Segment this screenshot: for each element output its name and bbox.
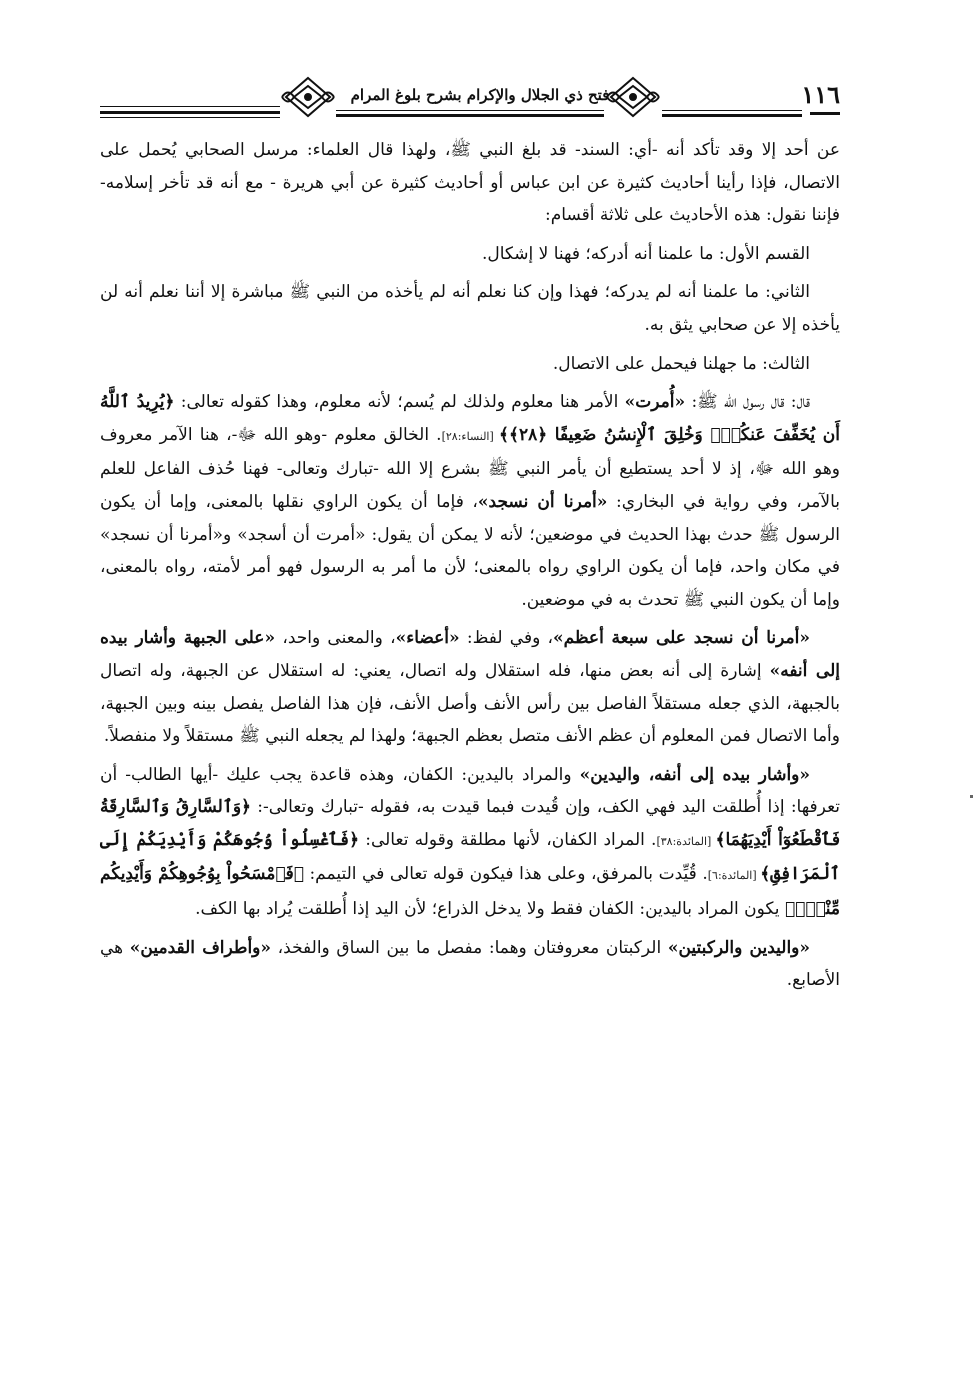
hadith-quote: «على الجبهة وأشار بيده إلى أنفه» — [100, 628, 840, 681]
hadith-quote: «وأشار بيده إلى أنفه، واليدين» — [579, 764, 810, 785]
body-text: الثالث: ما جهلنا فيحمل على الاتصال. — [552, 353, 810, 374]
book-title: فتح ذي الجلال والإكرام بشرح بلوغ المرام — [350, 86, 610, 104]
quran-verse: ﴿فَٱمْسَحُواْ بِوُجُوهِكُمْ وَأَيْدِيكُم مِّنْهُۚ﴾ — [100, 864, 840, 920]
paragraph-p5 — [100, 386, 840, 616]
ornament-right-icon — [605, 74, 661, 120]
body-text: الثاني: ما علمنا أنه لم يدركه؛ فهذا وإن كنا نعلم أنه لم يأخذه من النبي ﷺ مباشرة إلا أننا نعلم أنه لن يأخذه إلا عن صحابي يثق به. — [100, 282, 840, 335]
header-rule-right — [810, 112, 840, 115]
header-rule-right-bottom — [662, 114, 802, 117]
body-text: قال: قال رسول الله ﷺ: — [685, 392, 811, 413]
margin-dot — [970, 795, 973, 798]
paragraph-p6 — [100, 622, 840, 752]
paragraph-p4 — [100, 348, 840, 381]
header-rule-right-top — [662, 110, 802, 111]
hadith-quote: «أمرنا أن نسجد» — [477, 491, 608, 512]
hadith-quote: «أُمرت» — [624, 392, 686, 413]
ornament-left-icon — [280, 74, 336, 120]
hadith-quote: «أعضاء» — [395, 628, 460, 649]
book-page — [100, 60, 840, 1360]
quran-verse: ﴿يُرِيدُ ٱللَّهُ أَن يُخَفِّفَ عَنكُمْۚ وَخُلِقَ ٱلْإِنسَٰنُ ضَعِيفًا ﴿٢٨﴾﴾ — [100, 392, 840, 445]
running-header — [100, 72, 840, 132]
paragraph-p8 — [100, 932, 840, 997]
quran-verse: ﴿وَٱلسَّارِقُ وَٱلسَّارِقَةُ فَٱقْطَعُوٓاْ أَيْدِيَهُمَا﴾ — [100, 797, 840, 850]
verse-reference: [المائدة:٦] — [707, 869, 761, 883]
paragraph-p7 — [100, 759, 840, 926]
verse-reference: [النساء:٢٨] — [441, 429, 500, 443]
body-text: . قُيِّدت بالمرفق، وعلى هذا فيكون قوله تعالى في التيمم: — [303, 864, 708, 885]
quran-verse: ﴿فَٱغْسِلُواْ وُجُوهَكُمْ وَأَيْدِيَكُمْ إِلَى ٱلْمَرَافِقِ﴾ — [100, 829, 840, 885]
body-text: ، والمعنى واحد، — [275, 628, 396, 649]
body-text: ، وفي لفظ: — [459, 628, 554, 649]
body-text: عن أحد إلا وقد تأكد أنه -أي: السند- قد بلغ النبي ﷺ، ولهذا قال العلماء: مرسل الصحابي يُحمل على الاتصال، فإذا رأينا أحاديث كثيرة عن ابن عباس أو أحاديث كثيرة عن أبي هريرة - مع أنه قد تأخر إسلامه- فإننا نقول: هذه الأحاديث على ثلاثة أقسام: — [100, 140, 841, 226]
body-text: . المراد الكفان، لأنها مطلقة وقوله تعالى: — [359, 829, 657, 850]
header-rule-middle-top — [336, 110, 604, 111]
paragraph-p2 — [100, 238, 840, 271]
header-rule-left-bottom — [100, 117, 280, 118]
hadith-quote: «وأطراف القدمين» — [129, 937, 272, 958]
body-text: ، فإما أن يكون الراوي نقلها بالمعنى، وإما أن يكون الرسول ﷺ حدث بهذا الحديث في موضعين؛ لأنه لا يمكن أن يقول: «أمرت أن أسجد» و«أمرنا أن نسجد» في مكان واحد، فإما أن يكون الراوي رواه بالمعنى؛ لأن ما أمر به الرسول فهو أمر لأمته، رواه بالمعنى، وإما أن يكون النبي ﷺ تحدث به في موضعين. — [100, 491, 840, 610]
body-text: إشارة إلى أنه بعض منها، فله استقلال وله اتصال، يعني: له استقلال عن الجبهة، وله اتصال بالجبهة، الذي جعله مستقلاً الفاصل بين رأس الأنف وأصل الأنف، فإن هذا الفاصل يفصل بينه وبين الجبهة، وأما الاتصال فمن المعلوم أن عظم الأنف متصل بعظم الجبهة؛ ولهذا لم يجعله النبي ﷺ مستقلاً ولا منفصلاً. — [100, 660, 840, 747]
body-text: هي الأصابع. — [100, 937, 840, 991]
header-rule-left — [100, 111, 280, 114]
hadith-quote: «واليدين والركبتين» — [667, 937, 810, 958]
header-rule-left-top — [100, 106, 280, 107]
body-text: والمراد باليدين: الكفان، وهذه قاعدة يجب عليك -أيها الطالب- أن تعرفها: إذا أُطلقت اليد فهي الكف، وإن قُيدت فبما قيدت به، فقوله -تبارك وتعالى-: — [100, 764, 840, 818]
hadith-quote: «أمرنا أن نسجد على سبعة أعظم» — [553, 628, 810, 649]
verse-reference: [المائدة:٣٨] — [656, 834, 716, 848]
body-text: . الخالق معلوم -وهو الله ﷻ-، هنا الآمر معروف وهو الله ﷻ، إذ لا أحد يستطيع أن يأمر النبي ﷺ بشرع إلا الله -تبارك وتعالى- فهنا حُذف الفاعل للعلم بالآمر، وفي رواية في البخاري: — [100, 424, 840, 512]
header-rule-middle — [336, 114, 604, 117]
body-text: الركبتان معروفتان وهما: مفصل ما بين الساق والفخذ، — [271, 937, 668, 958]
paragraph-p1 — [100, 134, 840, 232]
page-body — [100, 134, 840, 1003]
body-text: يكون المراد باليدين: الكفان فقط ولا يدخل الذراع؛ لأن اليد إذا أُطلقت يُراد بها الكف. — [195, 899, 785, 920]
body-text: الأمر هنا معلوم ولذلك لم يُسم؛ لأنه معلوم، وهذا كقوله تعالى: — [174, 392, 625, 413]
body-text: القسم الأول: ما علمنا أنه أدركه؛ فهنا لا إشكال. — [481, 243, 810, 264]
page-number: ١١٦ — [801, 80, 840, 109]
paragraph-p3 — [100, 276, 840, 341]
